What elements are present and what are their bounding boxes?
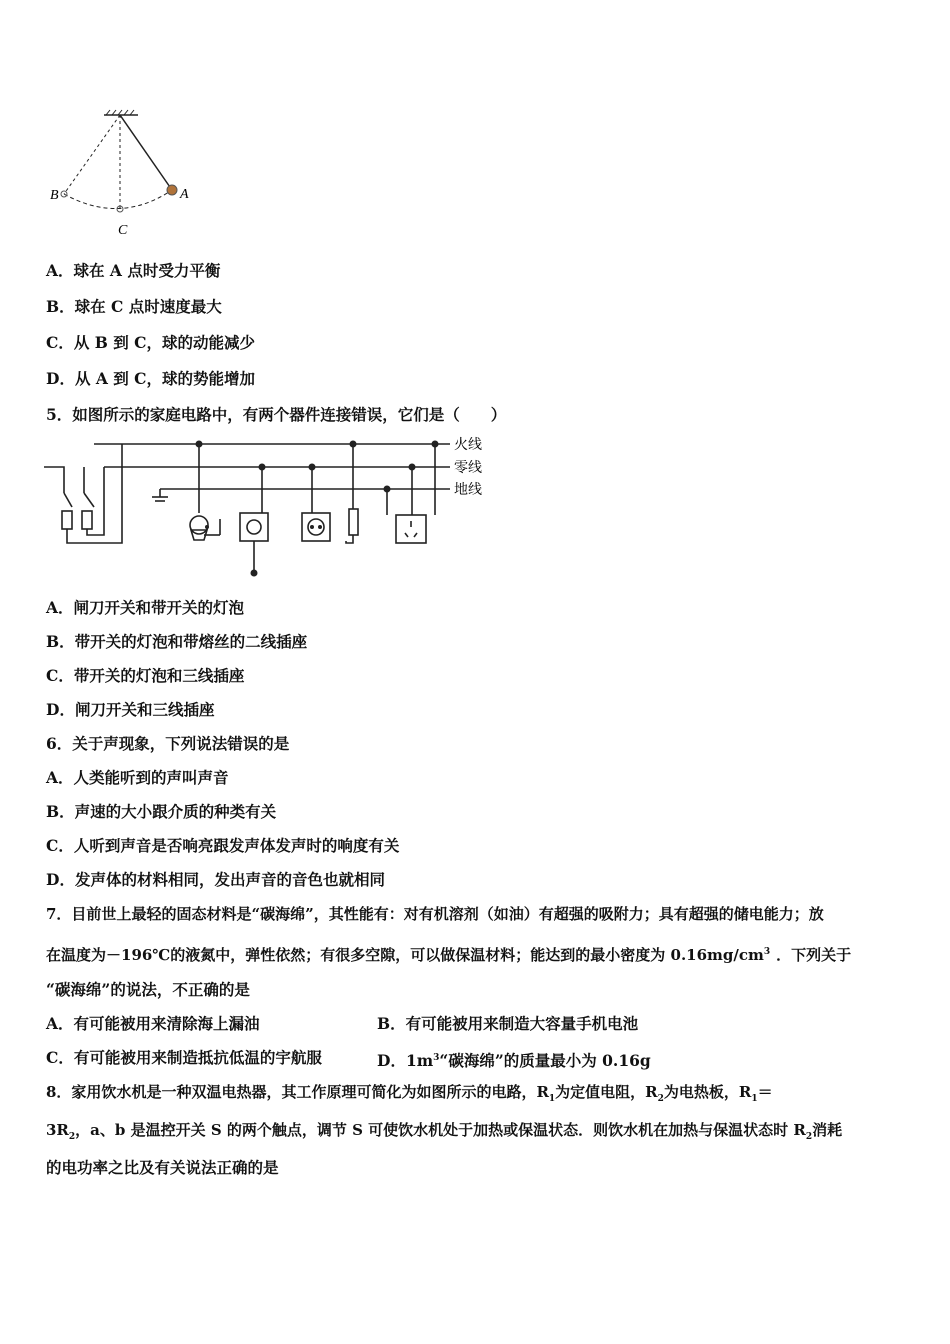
label-a: A (180, 187, 189, 202)
q8-l1d: ＝ (757, 1083, 773, 1101)
q8-sub2: 2 (657, 1094, 664, 1104)
q7-option-d-post: “碳海绵”的质量最小为 0.16g (439, 1051, 651, 1071)
q7-stem-line2 (46, 942, 851, 965)
pendulum-string (120, 115, 172, 190)
q5-option-d: D．闸刀开关和三线插座 (46, 700, 215, 719)
pendulum-figure (40, 100, 210, 240)
q8-l2c: 消耗 (812, 1121, 843, 1139)
pendulum-ball (167, 185, 177, 195)
q8-l2a: 3R (46, 1121, 69, 1139)
q7-option-a: A．有可能被用来清除海上漏油 (46, 1014, 260, 1033)
live-wire-label: 火线 (454, 438, 482, 453)
q4-option-b: B．球在 C 点时速度最大 (46, 297, 222, 316)
three-pin-socket (387, 444, 435, 543)
q8-stem-line2 (46, 1120, 842, 1147)
label-c: C (118, 223, 128, 238)
q5-option-b: B．带开关的灯泡和带熔丝的二线插座 (46, 632, 308, 651)
ground-symbol (152, 489, 168, 501)
q8-l2b: ，a、b 是温控开关 S 的两个触点，调节 S 可使饮水机处于加热或保温状态．则饮水机在加热与保温状态时 R (75, 1121, 806, 1139)
q7-option-d (377, 1048, 651, 1071)
q5-option-c: C．带开关的灯泡和三线插座 (46, 666, 245, 685)
q5-option-a: A．闸刀开关和带开关的灯泡 (46, 598, 245, 617)
q7-option-c: C．有可能被用来制造抵抗低温的宇航服 (46, 1048, 322, 1067)
q8-stem-line3: 的电功率之比及有关说法正确的是 (46, 1158, 279, 1177)
switched-lamp (190, 444, 220, 540)
q6-stem: 6．关于声现象，下列说法错误的是 (46, 734, 290, 753)
two-pin-socket (302, 467, 330, 541)
q8-sub3: 1 (751, 1094, 758, 1104)
q8-sub1: 1 (548, 1094, 556, 1104)
wall-switch (240, 467, 268, 573)
q7-stem-line3: “碳海绵”的说法，不正确的是 (46, 980, 250, 999)
q7-stem-line2-text: 在温度为－196℃的液氮中，弹性依然；有很多空隙，可以做保温材料；能达到的最小密度为 0.16mg/cm (46, 946, 764, 964)
q6-option-c: C．人听到声音是否响亮跟发声体发声时的响度有关 (46, 836, 400, 855)
q8-l1c: 为电热板，R (663, 1083, 752, 1101)
q8-sub4: 2 (68, 1132, 76, 1142)
knife-switch (44, 444, 122, 543)
q4-option-c: C．从 B 到 C，球的动能减少 (46, 333, 255, 352)
q8-stem-line1 (46, 1082, 773, 1109)
q6-option-d: D．发声体的材料相同，发出声音的音色也就相同 (46, 870, 385, 889)
q7-stem-line1: 7．目前世上最轻的固态材料是“碳海绵”，其性能有：对有机溶剂（如油）有超强的吸附力；具有超强的储电能力；放 (46, 905, 824, 923)
pendulum-ceiling (104, 110, 138, 115)
pendulum-dashed-left (64, 115, 120, 194)
fuse (346, 444, 358, 543)
q4-option-d: D．从 A 到 C，球的势能增加 (46, 369, 255, 388)
q5-stem: 5．如图所示的家庭电路中，有两个器件连接错误，它们是（ ） (46, 405, 507, 424)
q7-option-d-pre: D．1m (377, 1051, 434, 1071)
label-b: B (50, 188, 59, 203)
q8-l1a: 8．家用饮水机是一种双温电热器，其工作原理可简化为如图所示的电路，R (46, 1083, 549, 1101)
q4-option-a: A．球在 A 点时受力平衡 (46, 261, 221, 280)
q7-stem-line2-tail: ．下列关于 (776, 946, 852, 964)
q8-sub5: 2 (805, 1132, 813, 1142)
household-circuit-figure (44, 435, 494, 580)
q7-option-d-sup: 3 (433, 1053, 440, 1063)
ground-wire-label: 地线 (454, 483, 482, 498)
q8-l1b: 为定值电阻，R (555, 1083, 658, 1101)
q6-option-b: B．声速的大小跟介质的种类有关 (46, 802, 277, 821)
q7-option-b: B．有可能被用来制造大容量手机电池 (377, 1014, 639, 1033)
pendulum-arc (64, 190, 172, 209)
q6-option-a: A．人类能听到的声叫声音 (46, 768, 229, 787)
q7-cubic-sup: 3 (763, 947, 771, 957)
neutral-wire-label: 零线 (454, 461, 482, 476)
